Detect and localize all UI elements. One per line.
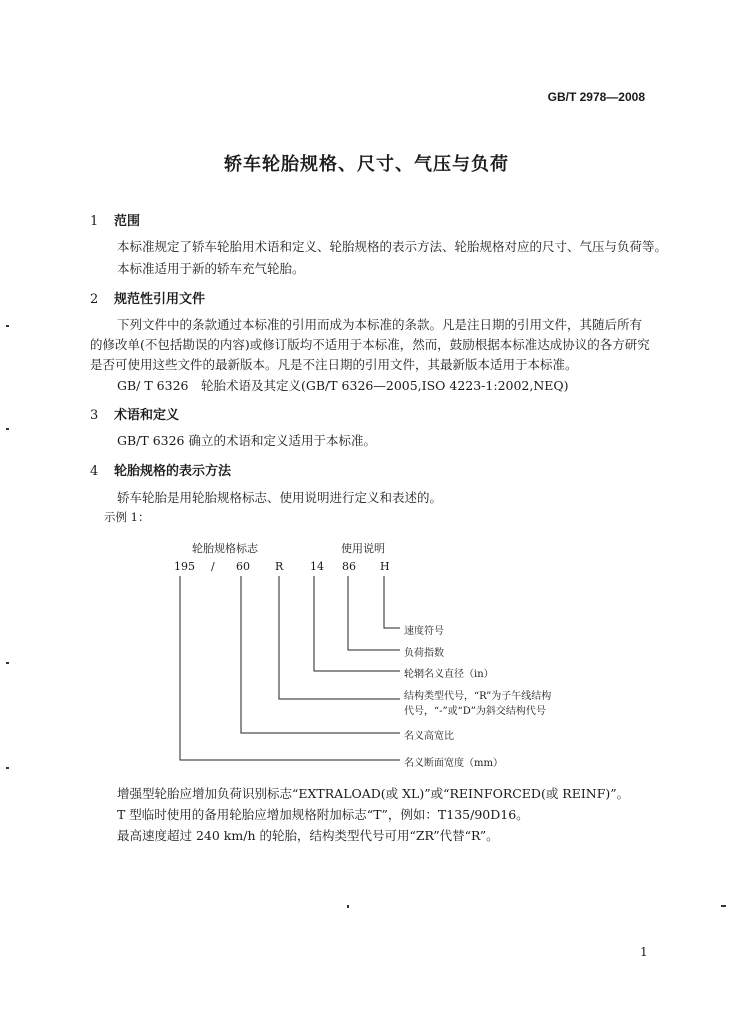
paragraph: 下列文件中的条款通过本标准的引用而成为本标准的条款。凡是注日期的引用文件，其随后所有 bbox=[117, 317, 643, 332]
leader-line-aspect-ratio bbox=[241, 576, 400, 733]
section-title: 术语和定义 bbox=[114, 408, 180, 423]
scan-mark bbox=[6, 325, 9, 327]
label-speed-symbol: 速度符号 bbox=[404, 626, 444, 637]
code-load-index: 86 bbox=[342, 560, 356, 573]
document-title: 轿车轮胎规格、尺寸、气压与负荷 bbox=[224, 154, 509, 175]
scan-mark bbox=[6, 662, 9, 664]
paragraph: 是否可使用这些文件的最新版本。凡是不注日期的引用文件，其最新版本适用于本标准。 bbox=[90, 357, 578, 372]
scan-mark bbox=[721, 905, 726, 907]
section-number: 1 bbox=[90, 214, 99, 229]
diagram-header-usage: 使用说明 bbox=[341, 542, 385, 555]
code-construction: R bbox=[275, 560, 284, 573]
page-number: 1 bbox=[640, 945, 648, 959]
label-load-index: 负荷指数 bbox=[404, 648, 444, 659]
section-number: 4 bbox=[90, 464, 99, 479]
label-construction-line1: 结构类型代号，“R”为子午线结构 bbox=[404, 691, 552, 702]
label-rim-diameter: 轮辋名义直径（in） bbox=[404, 669, 494, 680]
paragraph: 的修改单(不包括勘误的内容)或修订版均不适用于本标准，然而，鼓励根据本标准达成协议的各方研究 bbox=[90, 337, 650, 352]
leader-line-section-width bbox=[180, 576, 400, 760]
example-label: 示例 1： bbox=[104, 510, 150, 524]
scan-mark bbox=[6, 767, 9, 769]
section-title: 范围 bbox=[114, 214, 141, 229]
label-aspect-ratio: 名义高宽比 bbox=[404, 731, 454, 742]
leader-line-speed-symbol bbox=[384, 576, 400, 628]
label-construction-line2: 代号，“-”或“D”为斜交结构代号 bbox=[404, 706, 546, 717]
paragraph: GB/T 6326 确立的术语和定义适用于本标准。 bbox=[117, 433, 376, 448]
scan-mark bbox=[6, 428, 9, 430]
leader-line-construction bbox=[279, 576, 400, 699]
note-line: T 型临时使用的备用轮胎应增加规格附加标志“T”，例如：T135/90D16。 bbox=[117, 807, 529, 822]
leader-line-load-index bbox=[348, 576, 400, 650]
section-number: 3 bbox=[90, 408, 99, 423]
paragraph: 本标准适用于新的轿车充气轮胎。 bbox=[117, 261, 305, 276]
section-number: 2 bbox=[90, 292, 99, 307]
paragraph: 本标准规定了轿车轮胎用术语和定义、轮胎规格的表示方法、轮胎规格对应的尺寸、气压与负荷等。 bbox=[117, 239, 668, 254]
paragraph: 轿车轮胎是用轮胎规格标志、使用说明进行定义和表述的。 bbox=[117, 490, 443, 505]
diagram-header-spec: 轮胎规格标志 bbox=[192, 542, 258, 555]
code-rim-diameter: 14 bbox=[310, 560, 324, 573]
code-aspect-ratio: 60 bbox=[236, 560, 250, 573]
leader-line-rim-diameter bbox=[314, 576, 400, 671]
code-speed-symbol: H bbox=[380, 560, 390, 573]
code-slash: / bbox=[211, 560, 215, 573]
reference-entry: GB/ T 6326 轮胎术语及其定义(GB/T 6326—2005,ISO 4223-1:2002,NEQ) bbox=[117, 378, 569, 393]
section-title: 轮胎规格的表示方法 bbox=[114, 464, 232, 479]
section-title: 规范性引用文件 bbox=[114, 292, 206, 307]
note-line: 增强型轮胎应增加负荷识别标志“EXTRALOAD(或 XL)”或“REINFORCED(或 REINF)”。 bbox=[117, 786, 630, 801]
label-section-width: 名义断面宽度（mm） bbox=[404, 758, 503, 769]
note-line: 最高速度超过 240 km/h 的轮胎，结构类型代号可用“ZR”代替“R”。 bbox=[117, 828, 499, 843]
code-section-width: 195 bbox=[174, 560, 195, 573]
standard-number: GB/T 2978—2008 bbox=[547, 90, 645, 104]
scan-mark bbox=[347, 905, 349, 908]
